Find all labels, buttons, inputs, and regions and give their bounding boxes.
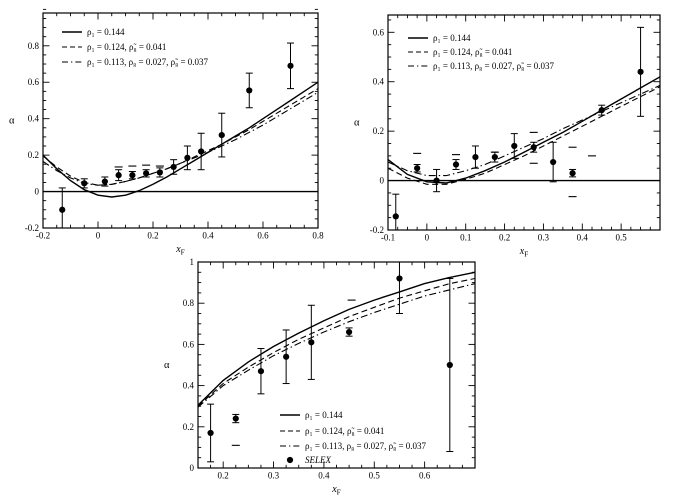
svg-text:0: 0 [189,463,194,473]
svg-text:0.5: 0.5 [368,470,380,481]
svg-text:0.2: 0.2 [498,232,511,243]
svg-text:-0.2: -0.2 [35,230,51,241]
svg-text:0: 0 [379,175,384,186]
svg-text:α: α [164,360,170,371]
svg-text:0.2: 0.2 [147,230,159,241]
chart-panel-top-left [0,0,346,257]
svg-text:0.1: 0.1 [460,232,472,243]
svg-text:0.8: 0.8 [27,40,39,51]
svg-text:0: 0 [424,232,430,243]
svg-text:0.4: 0.4 [202,230,214,241]
svg-text:-0.2: -0.2 [24,223,39,233]
svg-text:0.4: 0.4 [372,76,384,87]
svg-text:0.4: 0.4 [576,232,588,243]
svg-text:0.8: 0.8 [182,298,194,309]
svg-text:α: α [354,117,360,129]
svg-text:0.6: 0.6 [419,470,431,481]
chart-panel-bottom [160,252,540,504]
svg-text:-0.2: -0.2 [369,225,384,235]
svg-text:0.8: 0.8 [312,230,324,241]
svg-text:0.4: 0.4 [182,380,194,391]
svg-text:ρ₁ = 0.124, ρ̃₈ = 0.041: ρ₁ = 0.124, ρ̃₈ = 0.041 [305,426,385,436]
svg-text:ρ₁ = 0.124, ρ̃₈ = 0.041: ρ₁ = 0.124, ρ̃₈ = 0.041 [433,47,513,57]
svg-text:0.3: 0.3 [267,470,280,481]
svg-text:0.6: 0.6 [257,230,269,241]
svg-text:α: α [9,115,15,127]
svg-text:ρ₁ = 0.144: ρ₁ = 0.144 [305,410,343,420]
svg-text:xF: $x_F$ [176,244,185,257]
chart-svg-bottom [160,252,540,504]
svg-text:xF: $x_F$ [519,246,529,259]
svg-text:ρ₁ = 0.144: ρ₁ = 0.144 [433,33,471,43]
svg-text:ρ₁ = 0.113, ρ₈ = 0.027, ρ̃₈: ρ₁ = 0.113, ρ₈ = 0.027, ρ̃₈ = 0.037 [433,61,555,71]
svg-text:-0.1: -0.1 [380,232,396,243]
svg-text:0.2: 0.2 [27,150,39,161]
svg-text:0.2: 0.2 [217,470,229,481]
svg-text:0.4: 0.4 [27,113,39,124]
svg-text:0.5: 0.5 [615,232,627,243]
svg-text:xF: $x_F$ [332,484,341,497]
svg-text:ρ₁ = 0.124, ρ̃₈ = 0.041: ρ₁ = 0.124, ρ̃₈ = 0.041 [87,42,167,52]
svg-text:0: 0 [95,230,101,241]
svg-text:0.6: 0.6 [27,77,39,88]
svg-text:ρ₁ = 0.113, ρ₈ = 0.027, ρ̃₈: ρ₁ = 0.113, ρ₈ = 0.027, ρ̃₈ = 0.037 [87,57,209,67]
svg-text:0.2: 0.2 [182,421,194,432]
chart-svg-top-right [346,0,692,259]
svg-text:0: 0 [34,186,39,197]
svg-text:ρ₁ = 0.144: ρ₁ = 0.144 [87,27,125,37]
svg-text:1: 1 [189,257,194,267]
svg-text:0.3: 0.3 [537,232,550,243]
chart-panel-top-right [346,0,692,259]
svg-text:0.2: 0.2 [372,126,384,137]
chart-svg-top-left [0,0,346,257]
svg-text:ρ₁ = 0.113, ρ₈ = 0.027, ρ̃₈: ρ₁ = 0.113, ρ₈ = 0.027, ρ̃₈ = 0.037 [305,441,427,451]
svg-text:0.6: 0.6 [182,339,194,350]
svg-text:0.6: 0.6 [372,27,384,38]
svg-text:0.4: 0.4 [318,470,330,481]
svg-text:SELEX: SELEX [305,455,331,465]
